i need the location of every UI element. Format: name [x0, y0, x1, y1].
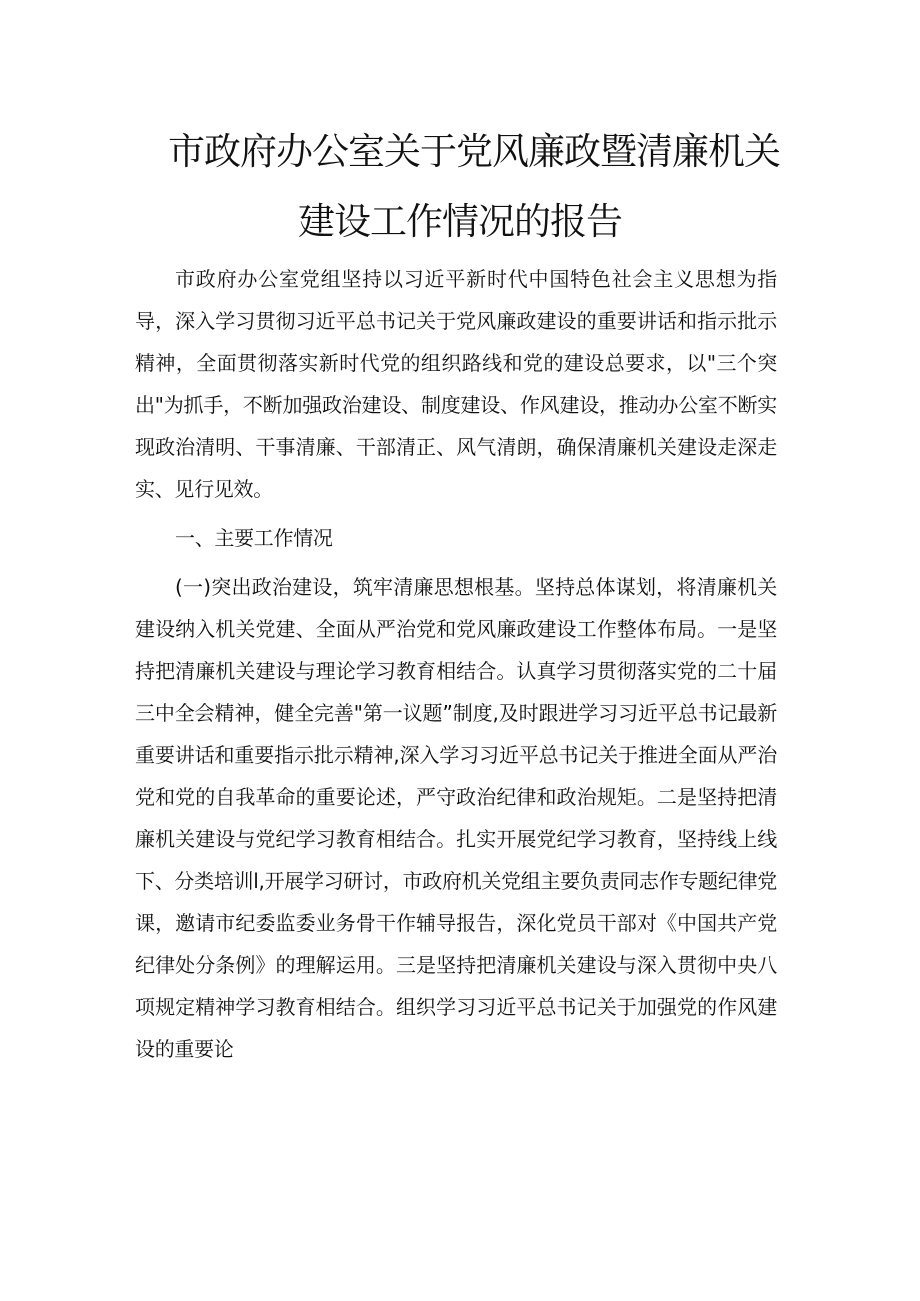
- document-title-line-1: 市政府办公室关于党风廉政暨清廉机关: [168, 130, 780, 173]
- intro-paragraph: 市政府办公室党组坚持以习近平新时代中国特色社会主义思想为指导，深入学习贯彻习近平总书记关于党风廉政建设的重要讲话和指示批示精神，全面贯彻落实新时代党的组织路线和党的建设总要求，以"三个突出"为抓手，不断加强政治建设、制度建设、作风建设，推动办公室不断实现政治清明、干事清廉、干部清正、风气清朗，确保清廉机关建设走深走实、见行见效。: [135, 267, 777, 501]
- document-title-line-2: 建设工作情况的报告: [298, 200, 622, 243]
- document-body: [135, 258, 777, 1070]
- section-heading: 一、主要工作情况: [175, 526, 333, 550]
- section-paragraph: (一)突出政治建设，筑牢清廉思想根基。坚持总体谋划，将清廉机关建设纳入机关党建、全面从严治党和党风廉政建设工作整体布局。一是坚持把清廉机关建设与理论学习教育相结合。认真学习贯彻落实党的二十届三中全会精神，健全完善"第一议题”制度,及时跟进学习习近平总书记最新重要讲话和重要指示批示精神,深入学习习近平总书记关于推进全面从严治党和党的自我革命的重要论述，严守政治纪律和政治规矩。二是坚持把清廉机关建设与党纪学习教育相结合。扎实开展党纪学习教育，坚持线上线下、分类培训l,开展学习研讨，市政府机关党组主要负责同志作专题纪律党课，邀请市纪委监委业务骨干作辅导报告，深化党员干部对《中国共产党纪律处分条例》的理解运用。三是坚持把清廉机关建设与深入贯彻中央八项规定精神学习教育相结合。组织学习习近平总书记关于加强党的作风建设的重要论: [135, 575, 777, 1061]
